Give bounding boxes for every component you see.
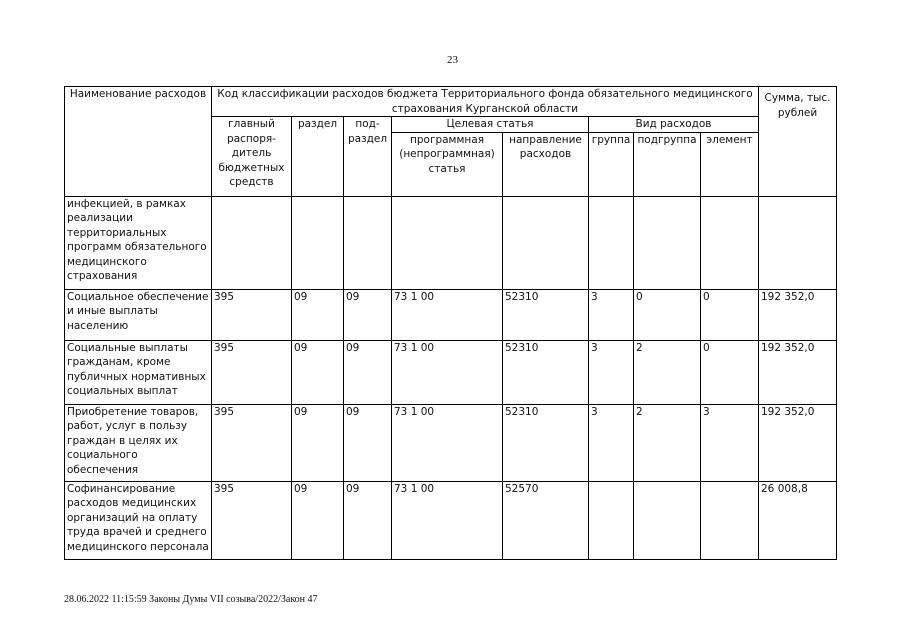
section-cell: 09 bbox=[292, 481, 344, 559]
manager-cell: 395 bbox=[212, 481, 292, 559]
direction-cell: 52570 bbox=[503, 481, 589, 559]
subsection-cell: 09 bbox=[344, 404, 392, 481]
program-cell: 73 1 00 bbox=[392, 340, 503, 404]
subgroup-cell: 0 bbox=[634, 289, 701, 340]
element-cell bbox=[701, 481, 759, 559]
direction-header: направление расходов bbox=[503, 132, 589, 196]
program-cell: 73 1 00 bbox=[392, 481, 503, 559]
table-row bbox=[65, 404, 837, 481]
target-article-header: Целевая статья bbox=[392, 117, 589, 133]
group-cell: 3 bbox=[589, 404, 634, 481]
section-header: раздел bbox=[292, 117, 344, 197]
program-cell: 73 1 00 bbox=[392, 404, 503, 481]
table-row bbox=[65, 481, 837, 559]
expense-type-header: Вид расходов bbox=[589, 117, 759, 133]
expense-name-cell: Софинансирование расходов медицинских организаций на оплату труда врачей и среднего медицинского персонала bbox=[65, 481, 212, 559]
expense-name-cell: инфекцией, в рамках реализации территориальных программ обязательного медицинского страхования bbox=[65, 196, 212, 289]
subsection-cell: 09 bbox=[344, 289, 392, 340]
table-row bbox=[65, 340, 837, 404]
element-header: элемент bbox=[701, 132, 759, 196]
section-cell: 09 bbox=[292, 340, 344, 404]
element-cell: 0 bbox=[701, 340, 759, 404]
page-number: 23 bbox=[447, 54, 458, 66]
table-row bbox=[65, 289, 837, 340]
document-footer: 28.06.2022 11:15:59 Законы Думы VII созыва/2022/Закон 47 bbox=[64, 594, 318, 605]
subgroup-cell bbox=[634, 481, 701, 559]
subsection-cell: 09 bbox=[344, 340, 392, 404]
subgroup-cell: 2 bbox=[634, 340, 701, 404]
manager-cell: 395 bbox=[212, 404, 292, 481]
group-cell: 3 bbox=[589, 340, 634, 404]
expense-name-cell: Социальные выплаты гражданам, кроме публичных нормативных социальных выплат bbox=[65, 340, 212, 404]
subgroup-cell: 2 bbox=[634, 404, 701, 481]
manager-cell: 395 bbox=[212, 289, 292, 340]
sum-cell: 192 352,0 bbox=[759, 340, 837, 404]
direction-cell: 52310 bbox=[503, 404, 589, 481]
section-cell: 09 bbox=[292, 404, 344, 481]
subsection-cell: 09 bbox=[344, 481, 392, 559]
manager-cell: 395 bbox=[212, 340, 292, 404]
main-manager-header: главный распоря-дитель бюджетных средств bbox=[212, 117, 292, 197]
code-classification-header: Код классификации расходов бюджета Территориального фонда обязательного медицинского страхования Курганской области bbox=[212, 87, 759, 117]
sum-cell: 192 352,0 bbox=[759, 404, 837, 481]
expense-name-cell: Социальное обеспечение и иные выплаты населению bbox=[65, 289, 212, 340]
direction-cell: 52310 bbox=[503, 340, 589, 404]
group-cell bbox=[589, 481, 634, 559]
group-cell: 3 bbox=[589, 289, 634, 340]
sum-column-header: Сумма, тыс. рублей bbox=[759, 87, 837, 197]
subgroup-header: подгруппа bbox=[634, 132, 701, 196]
subsection-header: под-раздел bbox=[344, 117, 392, 197]
sum-cell: 192 352,0 bbox=[759, 289, 837, 340]
name-column-header: Наименование расходов bbox=[65, 87, 212, 197]
element-cell: 0 bbox=[701, 289, 759, 340]
direction-cell: 52310 bbox=[503, 289, 589, 340]
section-cell: 09 bbox=[292, 289, 344, 340]
sum-cell: 26 008,8 bbox=[759, 481, 837, 559]
element-cell: 3 bbox=[701, 404, 759, 481]
group-header: группа bbox=[589, 132, 634, 196]
program-cell: 73 1 00 bbox=[392, 289, 503, 340]
expense-name-cell: Приобретение товаров, работ, услуг в пользу граждан в целях их социального обеспечения bbox=[65, 404, 212, 481]
program-header: программная (непрограммная) статья bbox=[392, 132, 503, 196]
table-row bbox=[65, 196, 837, 289]
budget-table bbox=[64, 86, 837, 560]
